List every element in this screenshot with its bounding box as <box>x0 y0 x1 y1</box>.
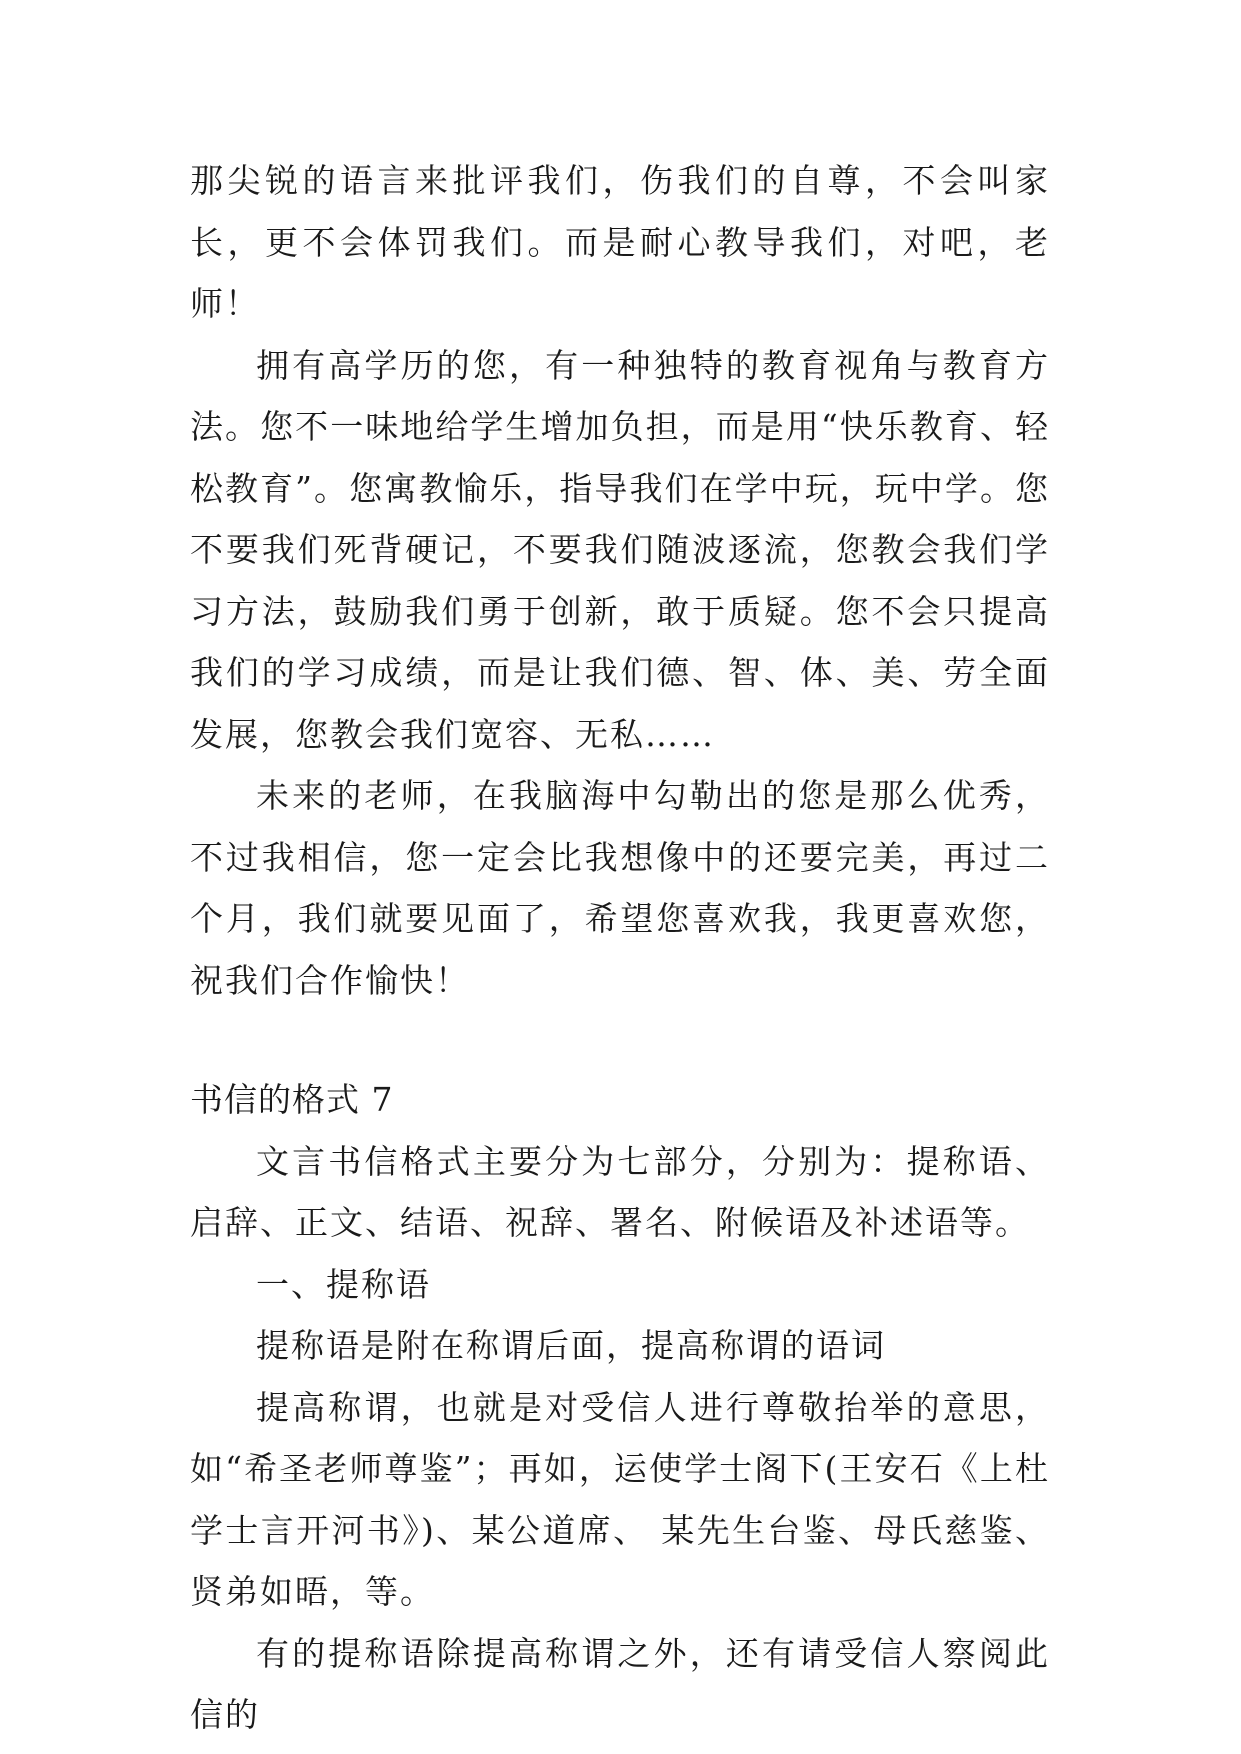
section-heading: 书信的格式 7 <box>190 1080 394 1119</box>
subheading-tichengyu: 一、提称语 <box>256 1264 431 1304</box>
paragraph-future-teacher: 未来的老师，在我脑海中勾勒出的您是那么优秀，不过我相信，您一定会比我想像中的还要完美，再过二个月，我们就要见面了，希望您喜欢我，我更喜欢您，祝我们合作愉快！ <box>190 776 1050 1000</box>
paragraph-teaching-methods: 拥有高学历的您，有一种独特的教育视角与教育方法。您不一味地给学生增加负担，而是用“快乐教育、轻松教育”。您寓教愉乐，指导我们在学中玩，玩中学。您不要我们死背硬记，不要我们随波逐流，您教会我们学习方法，鼓励我们勇于创新，敢于质疑。您不会只提高我们的学习成绩，而是让我们德、智、体、美、劳全面发展，您教会我们宽容、无私…… <box>190 345 1050 754</box>
paragraph-tichengyu-examples: 提高称谓，也就是对受信人进行尊敬抬举的意思，如“希圣老师尊鉴”；再如，运使学士阁下(王安石《上杜学士言开河书》)、某公道席、 某先生台鉴、母氏慈鉴、贤弟如晤，等。 <box>190 1387 1050 1611</box>
section-spacer <box>190 1011 1050 1069</box>
document-body <box>190 150 1050 1746</box>
paragraph-tichengyu-continued: 有的提称语除提高称谓之外，还有请受信人察阅此信的 <box>190 1633 1050 1734</box>
paragraph-tichengyu-definition: 提称语是附在称谓后面，提高称谓的语词 <box>256 1326 886 1365</box>
paragraph-format-intro: 文言书信格式主要分为七部分，分别为：提称语、启辞、正文、结语、祝辞、署名、附候语及补述语等。 <box>190 1141 1050 1242</box>
paragraph-criticism: 那尖锐的语言来批评我们，伤我们的自尊，不会叫家长，更不会体罚我们。而是耐心教导我们，对吧，老师！ <box>190 161 1050 323</box>
